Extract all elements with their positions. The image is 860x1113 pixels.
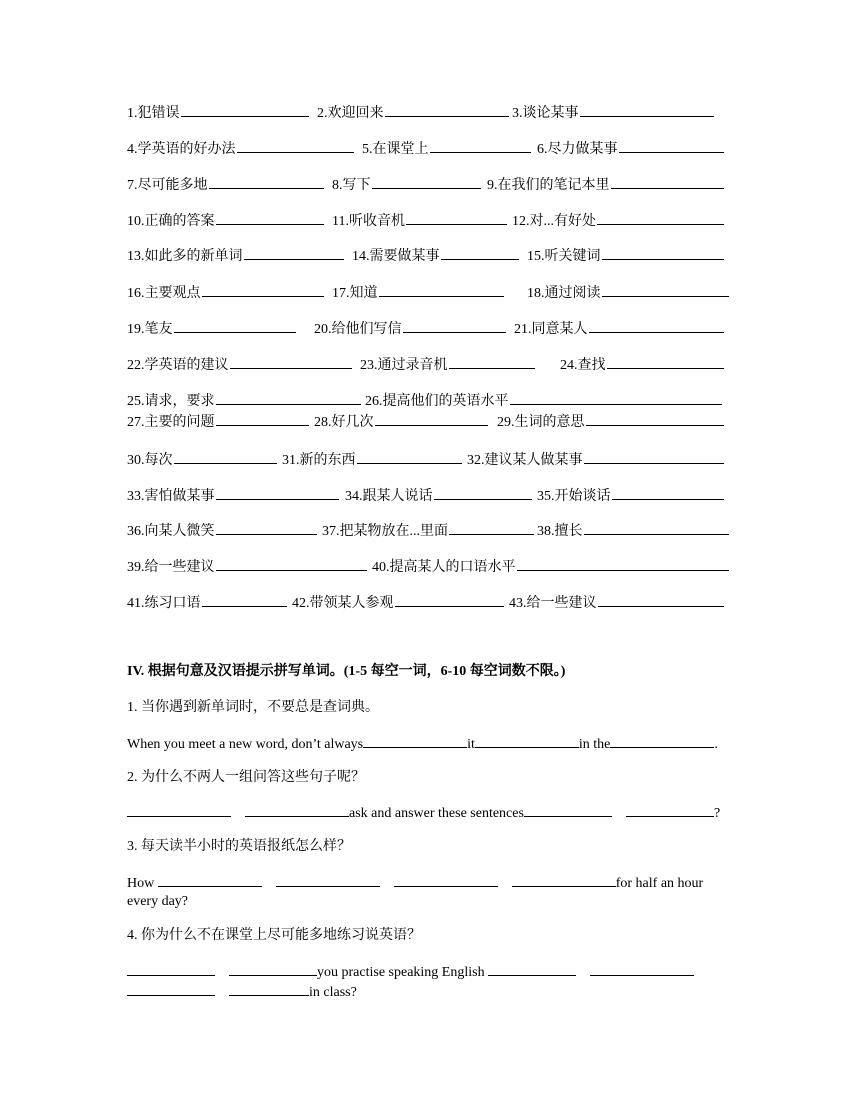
vocab-item	[537, 520, 730, 542]
answer-blank[interactable]	[127, 981, 215, 996]
vocab-item	[527, 282, 730, 304]
vocab-prompt: 39.给一些建议	[127, 560, 215, 575]
vocab-prompt: 35.开始谈话	[537, 489, 611, 504]
vocab-prompt: 37.把某物放在...里面	[322, 524, 448, 539]
vocab-prompt: 31.新的东西	[282, 453, 356, 468]
vocab-item	[360, 354, 536, 376]
vocab-row	[127, 138, 737, 158]
vocab-row	[127, 318, 737, 338]
vocab-item	[127, 520, 318, 542]
answer-blank[interactable]	[174, 449, 278, 464]
vocab-row	[127, 390, 737, 410]
question-4-chinese: 4. 你为什么不在课堂上尽可能多地练习说英语？	[127, 928, 421, 943]
answer-blank[interactable]	[216, 556, 368, 571]
answer-blank[interactable]	[510, 390, 723, 405]
question-1-english	[127, 733, 718, 755]
vocab-item	[332, 210, 508, 232]
answer-blank[interactable]	[395, 592, 505, 607]
vocab-item	[127, 592, 288, 614]
answer-blank[interactable]	[394, 872, 498, 887]
answer-blank[interactable]	[363, 733, 467, 748]
vocab-prompt: 3.谈论某事	[512, 106, 579, 121]
vocab-item	[345, 485, 533, 507]
vocab-item	[127, 411, 310, 433]
q4-text-a: you practise speaking English	[317, 965, 485, 980]
vocab-item	[509, 592, 725, 614]
vocab-prompt: 1.犯错误	[127, 106, 180, 121]
vocab-item	[537, 485, 725, 507]
answer-blank[interactable]	[403, 318, 507, 333]
answer-blank[interactable]	[375, 411, 489, 426]
vocab-row	[127, 556, 737, 576]
answer-blank[interactable]	[216, 485, 340, 500]
vocab-row	[127, 449, 737, 469]
answer-blank[interactable]	[202, 592, 288, 607]
answer-blank[interactable]	[357, 449, 463, 464]
vocab-item	[372, 556, 730, 578]
vocab-prompt: 27.主要的问题	[127, 415, 215, 430]
vocab-item	[322, 520, 535, 542]
answer-blank[interactable]	[611, 174, 725, 189]
answer-blank[interactable]	[237, 138, 355, 153]
answer-blank[interactable]	[512, 872, 616, 887]
q1-text-a: When you meet a new word, don’t always	[127, 737, 364, 752]
vocab-item	[127, 210, 325, 232]
vocab-item	[332, 282, 505, 304]
vocab-item	[314, 411, 489, 433]
question-1-chinese: 1. 当你遇到新单词时，不要总是查词典。	[127, 700, 379, 715]
vocab-item	[127, 390, 362, 412]
question-2-english	[127, 802, 720, 824]
vocab-row	[127, 210, 737, 230]
vocab-item	[127, 449, 278, 471]
answer-blank[interactable]	[626, 802, 714, 817]
vocab-item	[365, 390, 723, 412]
vocab-prompt: 23.通过录音机	[360, 358, 448, 373]
vocab-item	[127, 174, 325, 196]
vocab-prompt: 4.学英语的好办法	[127, 142, 236, 157]
question-3-english	[127, 872, 703, 894]
answer-blank[interactable]	[379, 282, 505, 297]
vocab-row	[127, 174, 737, 194]
q1-text-c: in the	[578, 737, 611, 752]
q3-text-b: for half an hour	[615, 876, 704, 891]
answer-blank[interactable]	[127, 961, 215, 976]
question-4-english	[127, 961, 694, 983]
answer-blank[interactable]	[449, 520, 534, 535]
vocab-item	[497, 411, 725, 433]
vocab-prompt: 19.笔友	[127, 322, 173, 337]
section-heading: IV. 根据句意及汉语提示拼写单词。(1-5 每空一词，6-10 每空词数不限。)	[127, 664, 566, 679]
vocab-row	[127, 354, 737, 374]
answer-blank[interactable]	[517, 556, 730, 571]
vocab-row	[127, 592, 737, 612]
answer-blank[interactable]	[202, 282, 325, 297]
vocab-prompt: 11.听收音机	[332, 214, 405, 229]
vocab-item	[127, 245, 345, 267]
vocab-row	[127, 102, 737, 122]
answer-blank[interactable]	[612, 485, 725, 500]
vocab-prompt: 30.每次	[127, 453, 173, 468]
vocab-item	[514, 318, 725, 340]
q2-text-b: ?	[713, 806, 721, 821]
question-3-english-cont: every day?	[127, 894, 189, 909]
vocab-row	[127, 411, 737, 431]
vocab-item	[352, 245, 520, 267]
vocab-item	[127, 282, 325, 304]
answer-blank[interactable]	[602, 282, 730, 297]
answer-blank[interactable]	[610, 733, 714, 748]
answer-blank[interactable]	[597, 210, 724, 225]
vocab-item	[127, 354, 353, 376]
vocab-prompt: 41.练习口语	[127, 596, 201, 611]
answer-blank[interactable]	[372, 174, 482, 189]
vocab-row	[127, 245, 737, 265]
question-2-chinese: 2. 为什么不两人一组问答这些句子呢？	[127, 770, 365, 785]
vocab-row	[127, 520, 737, 540]
answer-blank[interactable]	[434, 485, 533, 500]
vocab-prompt: 40.提高某人的口语水平	[372, 560, 516, 575]
vocab-prompt: 28.好几次	[314, 415, 374, 430]
answer-blank[interactable]	[244, 245, 345, 260]
vocab-item	[560, 354, 725, 376]
vocab-item	[512, 102, 715, 124]
vocab-prompt: 2.欢迎回来	[317, 106, 384, 121]
vocab-item	[527, 245, 725, 267]
vocab-prompt: 16.主要观点	[127, 286, 201, 301]
vocab-item	[127, 485, 340, 507]
vocab-prompt: 42.带领某人参观	[292, 596, 394, 611]
vocab-item	[127, 138, 355, 160]
answer-blank[interactable]	[590, 961, 694, 976]
vocab-prompt: 9.在我们的笔记本里	[487, 178, 610, 193]
answer-blank[interactable]	[488, 961, 576, 976]
answer-blank[interactable]	[216, 210, 325, 225]
vocab-prompt: 21.同意某人	[514, 322, 588, 337]
answer-blank[interactable]	[158, 872, 262, 887]
vocab-prompt: 43.给一些建议	[509, 596, 597, 611]
answer-blank[interactable]	[619, 138, 725, 153]
answer-blank[interactable]	[441, 245, 520, 260]
answer-blank[interactable]	[127, 802, 231, 817]
answer-blank[interactable]	[598, 592, 725, 607]
vocab-prompt: 5.在课堂上	[362, 142, 429, 157]
answer-blank[interactable]	[449, 354, 536, 369]
q3-text-a: How	[127, 876, 155, 891]
answer-blank[interactable]	[589, 318, 725, 333]
q4-text-b: in class?	[309, 985, 357, 1000]
vocab-prompt: 22.学英语的建议	[127, 358, 229, 373]
answer-blank[interactable]	[524, 802, 612, 817]
vocab-prompt: 14.需要做某事	[352, 249, 440, 264]
answer-blank[interactable]	[586, 411, 725, 426]
vocab-item	[127, 318, 297, 340]
question-3-chinese: 3. 每天读半小时的英语报纸怎么样？	[127, 839, 351, 854]
answer-blank[interactable]	[607, 354, 725, 369]
vocab-item	[127, 556, 368, 578]
vocab-item	[467, 449, 725, 471]
vocab-prompt: 38.擅长	[537, 524, 583, 539]
vocab-item	[362, 138, 532, 160]
vocab-prompt: 15.听关键词	[527, 249, 601, 264]
answer-blank[interactable]	[602, 245, 725, 260]
vocab-prompt: 17.知道	[332, 286, 378, 301]
vocab-prompt: 29.生词的意思	[497, 415, 585, 430]
q2-text-a: ask and answer these sentences	[349, 806, 524, 821]
answer-blank[interactable]	[216, 390, 362, 405]
answer-blank[interactable]	[475, 733, 579, 748]
vocab-item	[282, 449, 463, 471]
vocab-item	[292, 592, 505, 614]
vocab-item	[127, 102, 310, 124]
answer-blank[interactable]	[229, 961, 317, 976]
vocab-item	[314, 318, 507, 340]
answer-blank[interactable]	[216, 520, 318, 535]
vocab-item	[487, 174, 725, 196]
vocab-prompt: 24.查找	[560, 358, 606, 373]
vocab-prompt: 13.如此多的新单词	[127, 249, 243, 264]
answer-blank[interactable]	[230, 354, 353, 369]
vocab-prompt: 12.对...有好处	[512, 214, 596, 229]
vocab-prompt: 7.尽可能多地	[127, 178, 208, 193]
vocab-item	[332, 174, 482, 196]
vocab-item	[317, 102, 510, 124]
vocab-prompt: 18.通过阅读	[527, 286, 601, 301]
vocab-prompt: 32.建议某人做某事	[467, 453, 583, 468]
question-4-english-cont	[127, 981, 357, 1003]
answer-blank[interactable]	[245, 802, 349, 817]
vocab-prompt: 10.正确的答案	[127, 214, 215, 229]
q1-text-d: .	[714, 737, 718, 752]
q1-text-b: it	[467, 737, 475, 752]
answer-blank[interactable]	[406, 210, 507, 225]
vocab-prompt: 20.给他们写信	[314, 322, 402, 337]
vocab-prompt: 6.尽力做某事	[537, 142, 618, 157]
vocab-prompt: 33.害怕做某事	[127, 489, 215, 504]
answer-blank[interactable]	[229, 981, 309, 996]
answer-blank[interactable]	[584, 449, 725, 464]
vocab-prompt: 34.跟某人说话	[345, 489, 433, 504]
vocab-prompt: 36.向某人微笑	[127, 524, 215, 539]
vocab-prompt: 8.写下	[332, 178, 371, 193]
answer-blank[interactable]	[174, 318, 297, 333]
vocab-row	[127, 282, 737, 302]
answer-blank[interactable]	[385, 102, 510, 117]
answer-blank[interactable]	[430, 138, 532, 153]
answer-blank[interactable]	[580, 102, 715, 117]
vocab-item	[537, 138, 725, 160]
vocab-item	[512, 210, 725, 232]
answer-blank[interactable]	[216, 411, 310, 426]
answer-blank[interactable]	[584, 520, 730, 535]
answer-blank[interactable]	[276, 872, 380, 887]
answer-blank[interactable]	[209, 174, 325, 189]
answer-blank[interactable]	[181, 102, 310, 117]
vocab-row	[127, 485, 737, 505]
vocab-prompt: 25.请求，要求	[127, 394, 215, 409]
vocab-prompt: 26.提高他们的英语水平	[365, 394, 509, 409]
